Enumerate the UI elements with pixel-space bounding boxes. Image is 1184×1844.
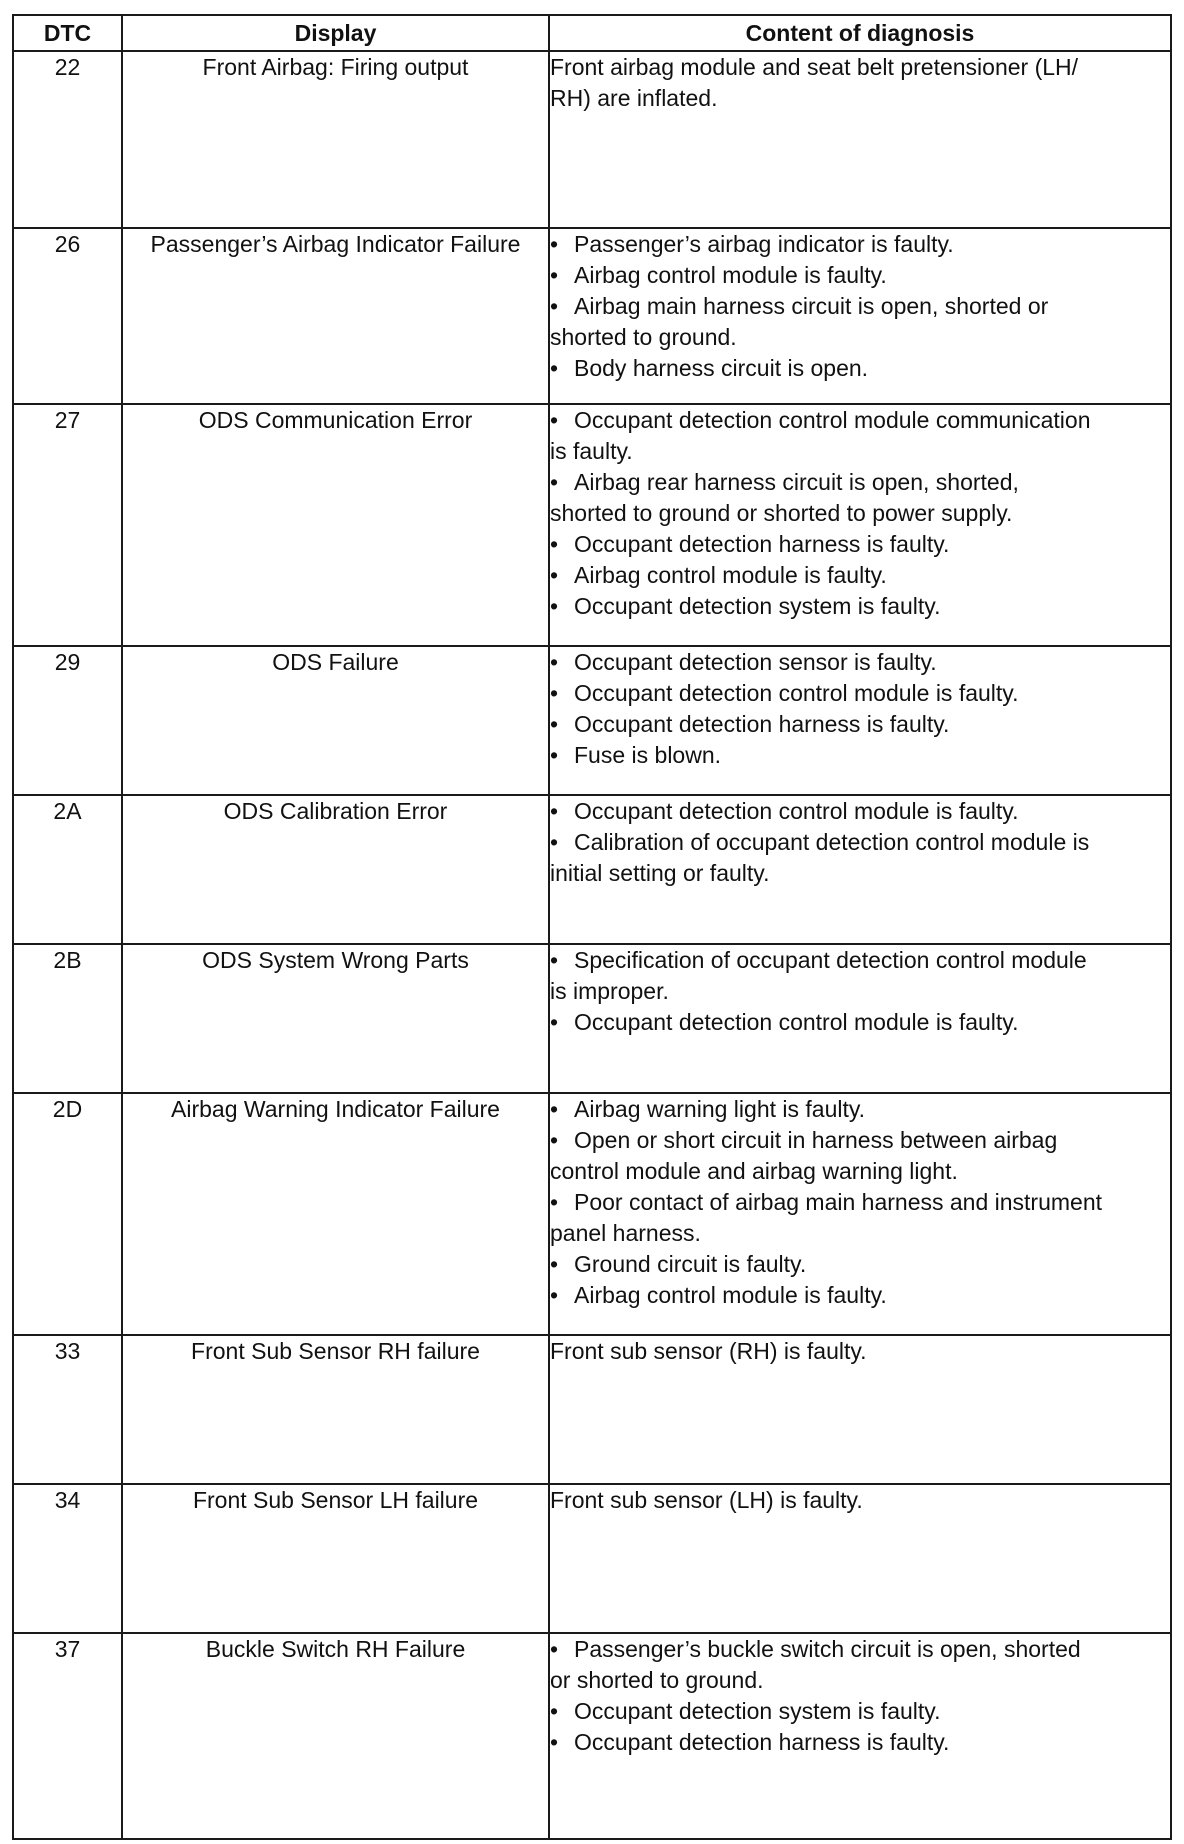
diagnosis-text: Occupant detection system is faulty. <box>574 1698 941 1725</box>
table-row <box>13 795 1171 944</box>
bullet-icon: • <box>550 562 559 589</box>
diagnosis-bullet-item <box>550 1696 1170 1727</box>
diagnosis-line <box>550 858 1170 889</box>
diagnosis-bullet-item <box>550 647 1170 678</box>
diagnosis-line <box>550 52 1170 83</box>
diagnosis-text: Calibration of occupant detection control module is <box>574 829 1090 856</box>
dtc-code: 37 <box>13 1633 122 1839</box>
diagnosis-text: Poor contact of airbag main harness and instrument <box>574 1189 1103 1216</box>
diagnosis-text: Airbag control module is faulty. <box>574 562 887 589</box>
bullet-icon: • <box>550 649 559 676</box>
diagnosis-line <box>550 322 1170 353</box>
diagnosis-text: Front airbag module and seat belt pretensioner (LH/ <box>550 54 1079 80</box>
bullet-icon: • <box>550 261 559 288</box>
diagnosis-text: Fuse is blown. <box>574 742 722 769</box>
bullet-icon: • <box>550 469 559 496</box>
display-text: ODS Communication Error <box>122 404 549 646</box>
diagnosis-text: Occupant detection harness is faulty. <box>574 531 950 558</box>
dtc-code: 2D <box>13 1093 122 1335</box>
table-row <box>13 1633 1171 1839</box>
bullet-icon: • <box>550 1282 559 1309</box>
bullet-icon: • <box>550 531 559 558</box>
diagnosis-line <box>550 1218 1170 1249</box>
bullet-icon: • <box>550 947 559 974</box>
bullet-icon: • <box>550 407 559 434</box>
diagnosis-text: initial setting or faulty. <box>550 860 770 887</box>
diagnosis-text: Airbag control module is faulty. <box>574 1282 887 1309</box>
dtc-code: 22 <box>13 51 122 228</box>
bullet-icon: • <box>550 1698 559 1725</box>
bullet-icon: • <box>550 354 559 381</box>
diagnosis-line <box>550 1485 1170 1516</box>
dtc-code: 2B <box>13 944 122 1093</box>
bullet-icon: • <box>550 711 559 738</box>
diagnosis-bullet-item <box>550 796 1170 827</box>
bullet-icon: • <box>550 1189 559 1216</box>
diagnosis-text: shorted to ground. <box>550 323 737 350</box>
bullet-icon: • <box>550 742 559 769</box>
diagnosis-content <box>549 404 1171 646</box>
diagnosis-text: panel harness. <box>550 1220 701 1247</box>
diagnosis-bullet-item <box>550 353 1170 384</box>
display-text: ODS Failure <box>122 646 549 795</box>
diagnosis-bullet-item <box>550 291 1170 322</box>
diagnosis-bullet-item <box>550 529 1170 560</box>
diagnosis-content <box>549 1633 1171 1839</box>
table-row <box>13 228 1171 405</box>
diagnosis-text: Occupant detection system is faulty. <box>574 593 941 620</box>
bullet-icon: • <box>550 829 559 856</box>
diagnosis-text: is faulty. <box>550 438 633 465</box>
diagnosis-text: shorted to ground or shorted to power supply. <box>550 500 1013 527</box>
diagnosis-line <box>550 498 1170 529</box>
diagnosis-text: Ground circuit is faulty. <box>574 1251 807 1278</box>
bullet-icon: • <box>550 798 559 825</box>
diagnosis-line <box>550 1665 1170 1696</box>
dtc-code: 26 <box>13 228 122 405</box>
diagnosis-content <box>549 944 1171 1093</box>
diagnosis-line <box>550 976 1170 1007</box>
diagnosis-text: control module and airbag warning light. <box>550 1158 958 1185</box>
header-display: Display <box>122 15 549 51</box>
table-row <box>13 404 1171 646</box>
table-body <box>13 51 1171 1839</box>
diagnosis-bullet-item <box>550 591 1170 622</box>
diagnosis-bullet-item <box>550 709 1170 740</box>
diagnosis-text: Occupant detection harness is faulty. <box>574 1729 950 1756</box>
bullet-icon: • <box>550 1127 559 1154</box>
diagnosis-bullet-item <box>550 678 1170 709</box>
diagnosis-text: Body harness circuit is open. <box>574 354 869 381</box>
display-text: Front Airbag: Firing output <box>122 51 549 228</box>
dtc-table <box>12 14 1172 1840</box>
diagnosis-text: RH) are inflated. <box>550 85 718 111</box>
diagnosis-line <box>550 83 1170 114</box>
dtc-code: 33 <box>13 1335 122 1484</box>
display-text: ODS System Wrong Parts <box>122 944 549 1093</box>
diagnosis-text: Front sub sensor (LH) is faulty. <box>550 1487 863 1514</box>
bullet-icon: • <box>550 1009 559 1036</box>
bullet-icon: • <box>550 1636 559 1663</box>
table-row <box>13 646 1171 795</box>
dtc-code: 27 <box>13 404 122 646</box>
diagnosis-bullet-item <box>550 560 1170 591</box>
diagnosis-content <box>549 51 1171 228</box>
bullet-icon: • <box>550 1096 559 1123</box>
display-text: Front Sub Sensor RH failure <box>122 1335 549 1484</box>
dtc-code: 29 <box>13 646 122 795</box>
diagnosis-content <box>549 1093 1171 1335</box>
diagnosis-bullet-item <box>550 1249 1170 1280</box>
diagnosis-bullet-item <box>550 1125 1170 1156</box>
diagnosis-line <box>550 1156 1170 1187</box>
table-row <box>13 944 1171 1093</box>
diagnosis-text: Specification of occupant detection control module <box>574 947 1087 974</box>
diagnosis-bullet-item <box>550 1727 1170 1758</box>
diagnosis-text: Airbag main harness circuit is open, shorted or <box>574 292 1049 319</box>
diagnosis-text: Passenger’s airbag indicator is faulty. <box>574 230 954 257</box>
diagnosis-text: Occupant detection control module is faulty. <box>574 798 1019 825</box>
diagnosis-bullet-item <box>550 1094 1170 1125</box>
diagnosis-text: Front sub sensor (RH) is faulty. <box>550 1338 867 1365</box>
diagnosis-text: Occupant detection harness is faulty. <box>574 711 950 738</box>
diagnosis-bullet-item <box>550 1007 1170 1038</box>
header-dtc: DTC <box>13 15 122 51</box>
diagnosis-text: Airbag control module is faulty. <box>574 261 887 288</box>
diagnosis-bullet-item <box>550 260 1170 291</box>
diagnosis-bullet-item <box>550 1187 1170 1218</box>
diagnosis-bullet-item <box>550 405 1170 436</box>
display-text: ODS Calibration Error <box>122 795 549 944</box>
header-content: Content of diagnosis <box>549 15 1171 51</box>
display-text: Buckle Switch RH Failure <box>122 1633 549 1839</box>
diagnosis-text: Occupant detection control module communication <box>574 407 1091 434</box>
diagnosis-text: Passenger’s buckle switch circuit is open, shorted <box>574 1636 1081 1663</box>
table-row <box>13 1335 1171 1484</box>
bullet-icon: • <box>550 680 559 707</box>
diagnosis-text: Occupant detection control module is faulty. <box>574 1009 1019 1036</box>
diagnosis-content <box>549 646 1171 795</box>
dtc-code: 34 <box>13 1484 122 1633</box>
bullet-icon: • <box>550 292 559 319</box>
diagnosis-content <box>549 795 1171 944</box>
dtc-code: 2A <box>13 795 122 944</box>
diagnosis-bullet-item <box>550 229 1170 260</box>
diagnosis-line <box>550 1336 1170 1367</box>
display-text: Front Sub Sensor LH failure <box>122 1484 549 1633</box>
diagnosis-content <box>549 228 1171 405</box>
diagnosis-text: is improper. <box>550 978 669 1005</box>
table-row <box>13 1093 1171 1335</box>
table-row <box>13 51 1171 228</box>
diagnosis-line <box>550 436 1170 467</box>
diagnosis-text: Airbag rear harness circuit is open, shorted, <box>574 469 1019 496</box>
display-text: Passenger’s Airbag Indicator Failure <box>122 228 549 405</box>
bullet-icon: • <box>550 1729 559 1756</box>
diagnosis-text: Occupant detection sensor is faulty. <box>574 649 937 676</box>
diagnosis-content <box>549 1484 1171 1633</box>
diagnosis-text: Occupant detection control module is faulty. <box>574 680 1019 707</box>
table-row <box>13 1484 1171 1633</box>
diagnosis-text: Open or short circuit in harness between airbag <box>574 1127 1058 1154</box>
bullet-icon: • <box>550 1251 559 1278</box>
diagnosis-bullet-item <box>550 827 1170 858</box>
diagnosis-bullet-item <box>550 467 1170 498</box>
diagnosis-bullet-item <box>550 740 1170 771</box>
diagnosis-content <box>549 1335 1171 1484</box>
bullet-icon: • <box>550 230 559 257</box>
diagnosis-text: or shorted to ground. <box>550 1667 764 1694</box>
diagnosis-bullet-item <box>550 1280 1170 1311</box>
diagnosis-text: Airbag warning light is faulty. <box>574 1096 866 1123</box>
diagnosis-bullet-item <box>550 945 1170 976</box>
display-text: Airbag Warning Indicator Failure <box>122 1093 549 1335</box>
bullet-icon: • <box>550 593 559 620</box>
diagnosis-bullet-item <box>550 1634 1170 1665</box>
table-header-row <box>13 15 1171 51</box>
